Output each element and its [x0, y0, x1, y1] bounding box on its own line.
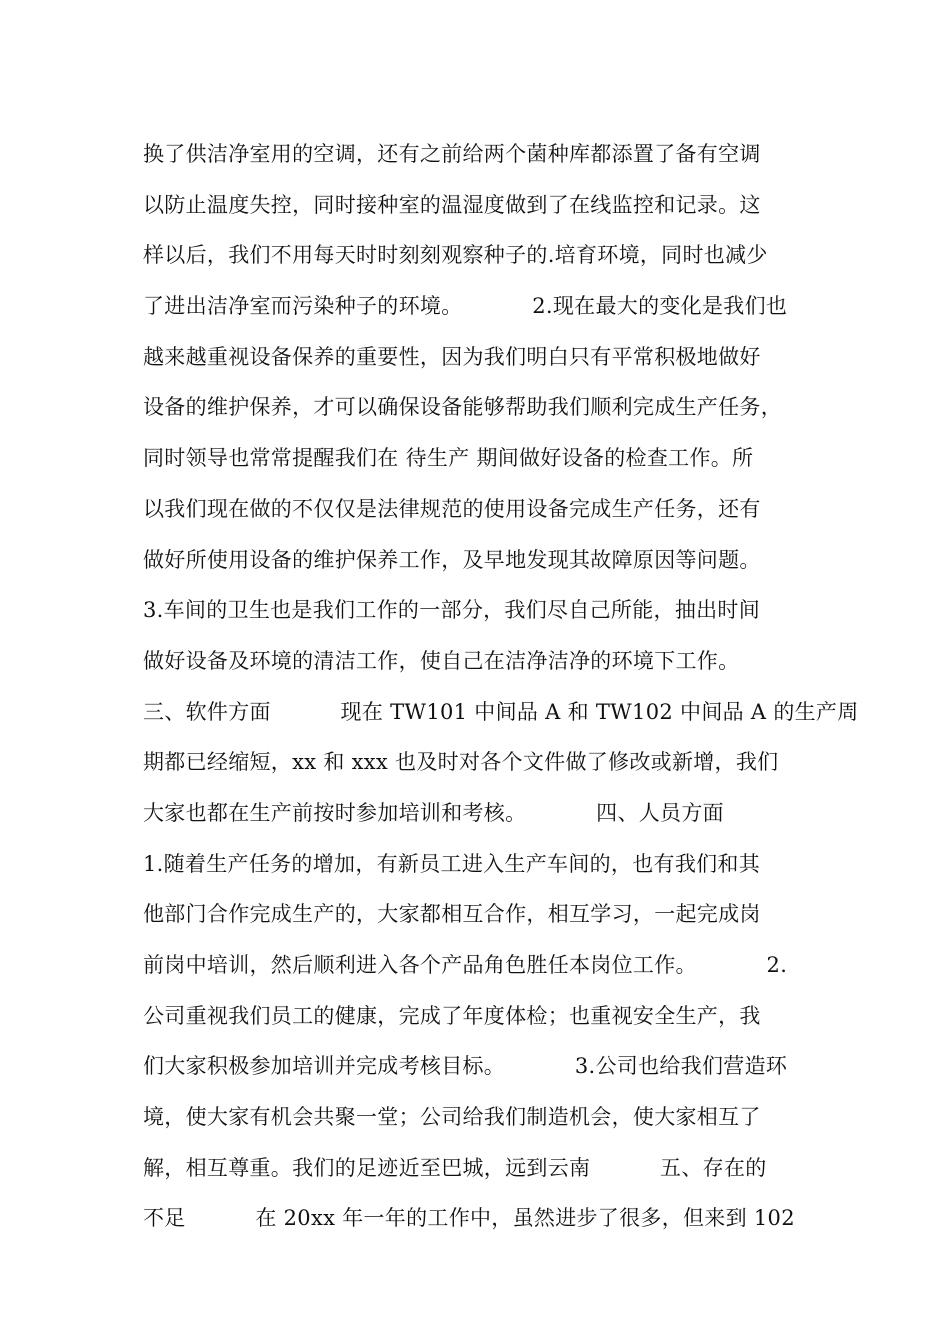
text-line: 前岗中培训，然后顺利进入各个产品角色胜任本岗位工作。 2. — [143, 953, 788, 977]
text-line: 越来越重视设备保养的重要性，因为我们明白只有平常积极地做好 — [143, 344, 761, 369]
text-line: 公司重视我们员工的健康，完成了年度体检；也重视安全生产，我 — [143, 1003, 761, 1028]
text-line: 了进出洁净室而污染种子的环境。 2.现在最大的变化是我们也 — [143, 294, 788, 319]
text-line: 期都已经缩短，xx 和 xxx 也及时对各个文件做了修改或新增，我们 — [143, 750, 779, 775]
text-line: 做好设备及环境的清洁工作，使自己在洁净洁净的环境下工作。 — [143, 648, 740, 673]
section-heading-line: 大家也都在生产前按时参加培训和考核。 四、人员方面 — [143, 800, 724, 825]
text-line: 他部门合作完成生产的，大家都相互合作，相互学习，一起完成岗 — [143, 902, 761, 927]
text-line: 同时领导也常常提醒我们在 待生产 期间做好设备的检查工作。所 — [143, 446, 754, 471]
text-line: 做好所使用设备的维护保养工作，及早地发现其故障原因等问题。 — [143, 547, 761, 572]
text-line: 们大家积极参加培训并完成考核目标。 3.公司也给我们营造环 — [143, 1054, 788, 1079]
text-line: 境，使大家有机会共聚一堂；公司给我们制造机会，使大家相互了 — [143, 1105, 761, 1130]
text-line: 样以后，我们不用每天时时刻刻观察种子的.培育环境，同时也减少 — [143, 243, 768, 268]
text-line: 设备的维护保养，才可以确保设备能够帮助我们顺利完成生产任务， — [143, 395, 782, 420]
text-line: 1.随着生产任务的增加，有新员工进入生产车间的，也有我们和其 — [143, 851, 761, 876]
section-heading-line: 解，相互尊重。我们的足迹近至巴城，远到云南 五、存在的 — [143, 1155, 767, 1180]
text-line: 换了供洁净室用的空调，还有之前给两个菌种库都添置了备有空调 — [143, 142, 761, 166]
text-line: 3.车间的卫生也是我们工作的一部分，我们尽自己所能，抽出时间 — [143, 598, 761, 623]
text-line: 以我们现在做的不仅仅是法律规范的使用设备完成生产任务，还有 — [143, 496, 761, 521]
text-line: 不足 在 20xx 年一年的工作中，虽然进步了很多，但来到 102 — [143, 1206, 795, 1231]
text-line: 以防止温度失控，同时接种室的温湿度做到了在线监控和记录。这 — [143, 192, 761, 217]
document-body — [143, 129, 859, 1244]
section-heading-line: 三、软件方面 现在 TW101 中间品 A 和 TW102 中间品 A 的生产周 — [143, 699, 859, 724]
